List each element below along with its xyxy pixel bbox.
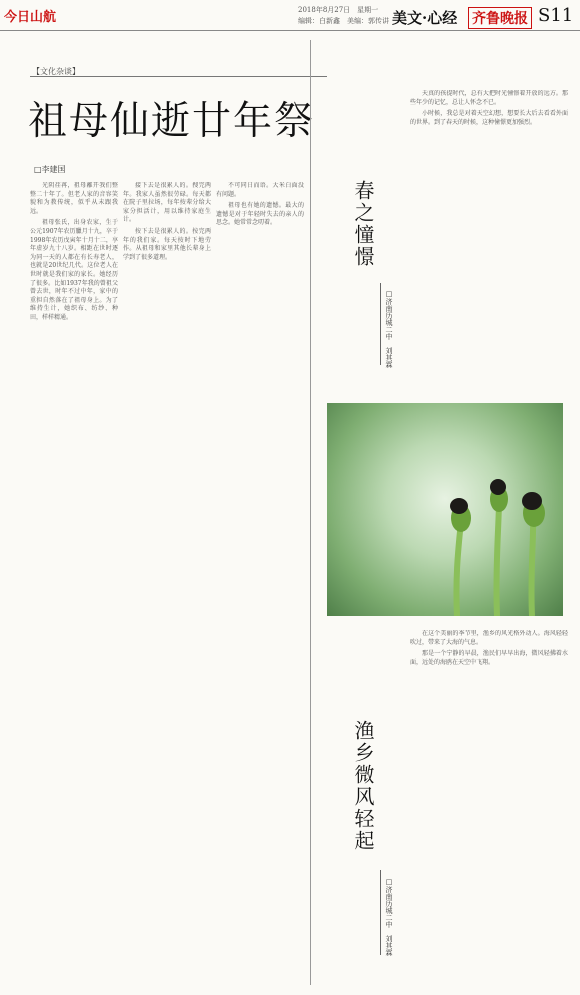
paragraph: 祖母也有她的遗憾。最大的遗憾是对于年轻时失去的亲人的思念。她常常念叨着。 — [216, 202, 304, 227]
tag-divider — [30, 76, 327, 77]
article-column-3 — [216, 182, 304, 982]
vertical-title-spring: 春之憧憬 — [351, 180, 375, 268]
vertical-author-spring: □济南历城二中 刘其霖 — [385, 290, 393, 368]
paragraph: 小时候，我总是对着天空幻想，想要长大后去看看外面的世界。到了春天的时候，这种憧憬更加强烈。 — [410, 110, 568, 126]
paragraph: 在这个美丽的季节里，渔乡的风光格外动人。海风轻轻吹过，带来了大海的气息。 — [410, 630, 568, 646]
newspaper-brand-logo: 齐鲁晚报 — [468, 7, 532, 29]
column-divider — [310, 40, 311, 985]
article-title: 祖母仙逝廿年祭 — [28, 99, 316, 144]
sprout-2 — [490, 479, 508, 616]
page-header — [0, 0, 580, 31]
sprout-1 — [450, 498, 471, 616]
sprout-3 — [522, 492, 545, 616]
paragraph: 按下去是很累人的。按完两年的我们家。每天按时下地劳作。从祖母和家里其他长辈身上学到了很多道理。 — [123, 227, 211, 261]
article-author: □李建国 — [34, 165, 66, 174]
paragraph: 不可同日而语。大米白面没有问题。 — [216, 182, 304, 198]
article-tag: 【文化杂谈】 — [32, 67, 80, 76]
header-date: 2018年8月27日 星期一 — [298, 6, 379, 14]
paragraph: 那是一个宁静的早晨，渔民们早早出海，微风轻拂着水面，远处的海鸥在天空中飞翔。 — [410, 650, 568, 666]
paragraph: 天真的孩提时代，总有大把时光憧憬着开放的远方。那些年少的记忆，总让人怀念不已。 — [410, 90, 568, 106]
section-title: 美文·心经 — [392, 9, 458, 27]
author-rule — [380, 283, 381, 365]
paragraph: 光阴荏苒，祖母離开我们整整二十年了。但老人家的音容笑貌和为教传统，似乎从未跟我远。 — [30, 182, 118, 215]
spring-article-text — [410, 90, 568, 390]
author-rule — [380, 870, 381, 955]
header-editors: 编辑：白新鑫 美编：郭传讲 — [298, 17, 389, 25]
vertical-author-fishing: □济南历城二中 刘其霖 — [385, 878, 393, 956]
header-left-label: 今日山航 — [4, 10, 57, 25]
page-number: S11 — [538, 5, 574, 26]
article-column-1 — [30, 182, 118, 982]
article-column-2 — [123, 182, 211, 982]
vertical-title-fishing-village: 渔乡微风轻起 — [351, 720, 375, 852]
seedlings-photo — [327, 403, 563, 616]
paragraph: 接下去是很累人的。搜完两年。我家人虽然很劳碌。每天都在院子里拉场，每年按辈分给大家分担活计，用以维持家庭生计。 — [123, 182, 211, 224]
fishing-article-text — [410, 630, 568, 970]
paragraph: 祖母张氏，出身农家，生于公元1907年农历臘月十九，卒于1998年农历戊寅年十月十二，享年虚岁九十八岁。相距在世时逐为同一天的人都在有长寿老人，也就是20世纪几代。这位老人在世时就是我们家的家长。她经历了很多。比如1937年我的曾祖父曾去世，时年不过中年，家中的重担自然落在了祖母身上。为了维持生计，她织布、纺纱、种田，样样精通。 — [30, 219, 118, 321]
